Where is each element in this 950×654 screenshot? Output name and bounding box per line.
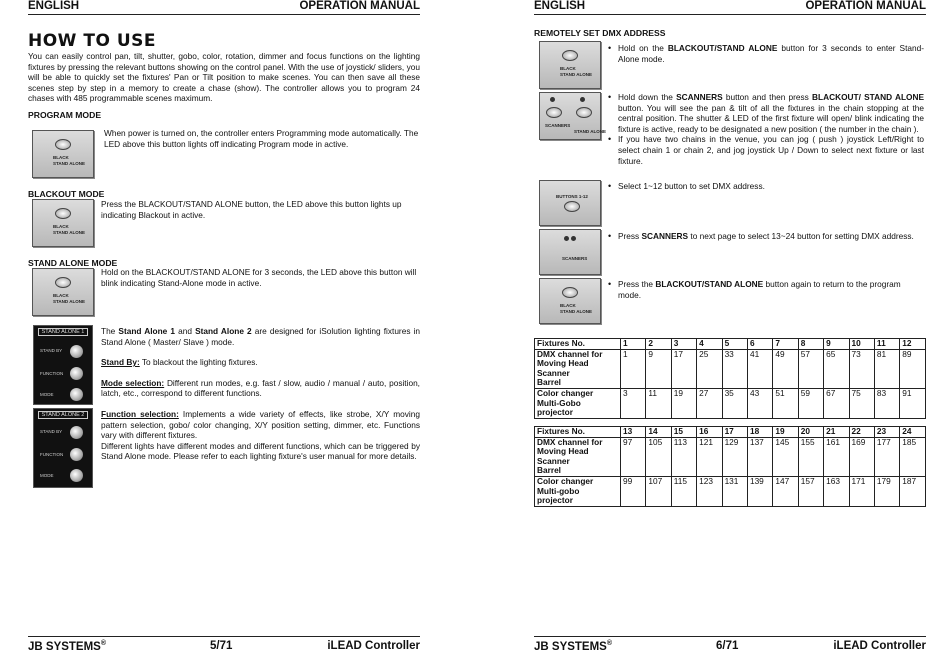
panel-button-icon: [70, 469, 83, 482]
button-label: STAND ALONE: [53, 299, 85, 304]
table-cell: 105: [646, 437, 671, 476]
panel-button-icon: [70, 426, 83, 439]
table-cell: 9: [824, 339, 849, 350]
program-mode-text: When power is turned on, the controller enters Programming mode automatically. The LED above this button lights off indicating Program mode in active.: [104, 128, 419, 149]
table-cell: 113: [671, 437, 696, 476]
led-icon: [571, 236, 576, 241]
table-cell: 187: [900, 476, 925, 506]
table-cell: 10: [849, 339, 874, 350]
button-cap-icon: [55, 208, 71, 219]
page-title: HOW TO USE: [28, 31, 156, 51]
button-label: BLACK: [53, 155, 69, 160]
table-row-label: Color changer Multi-Gobo projector: [535, 388, 621, 418]
left-page: [28, 0, 420, 654]
table-cell: 67: [824, 388, 849, 418]
table-cell: 33: [722, 349, 747, 388]
header-manual-title: OPERATION MANUAL: [299, 0, 420, 12]
table-cell: 27: [697, 388, 722, 418]
header-language: ENGLISH: [28, 0, 80, 12]
table-cell: 23: [874, 427, 899, 438]
button-cap-icon: [55, 277, 71, 288]
step-scanners-blackout: • Hold down the SCANNERS button and then press BLACKOUT/ STAND ALONE button. You will see the pan & tilt of all the fixtures in the chain stopping at the central position. The shutter & LED of the first fixture will open/ blink indicating the fixture is active, ready to be designated a new position ( the number in the chain ).: [608, 92, 924, 134]
panel-label-function: FUNCTION: [40, 452, 64, 457]
intro-paragraph: You can easily control pan, tilt, shutter, gobo, color, rotation, dimmer and focus functions on the lighting fixtures by pressing the relevant buttons showing on the control panel. With the use of joystick/ sliders, you will be able to quickly set the fixtures' Pan or Tilt position to make scenes. You can then save all these scenes step by step in a memory to create a chase (show). The controller allows you to program 24 chases with 485 programmable scenes maximum.: [28, 51, 420, 104]
footer-product: iLEAD Controller: [833, 640, 926, 652]
scanners-button-image: [539, 229, 601, 275]
table-cell: 16: [697, 427, 722, 438]
table-cell: 137: [747, 437, 772, 476]
table-cell: 147: [773, 476, 798, 506]
panel-label-function: FUNCTION: [40, 371, 64, 376]
table-cell: 73: [849, 349, 874, 388]
table-cell: 123: [697, 476, 722, 506]
table-cell: 75: [849, 388, 874, 418]
panel-button-icon: [70, 345, 83, 358]
table-cell: 177: [874, 437, 899, 476]
table-cell: 11: [874, 339, 899, 350]
program-mode-heading: PROGRAM MODE: [28, 110, 102, 120]
table-cell: 8: [798, 339, 823, 350]
table-cell: 65: [824, 349, 849, 388]
table-cell: 41: [747, 349, 772, 388]
panel-label-standby: STAND BY: [40, 429, 63, 434]
button-label: STAND ALONE: [53, 161, 85, 166]
table-cell: 1: [621, 339, 646, 350]
table-cell: 91: [900, 388, 925, 418]
footer-page-number: 5/71: [210, 640, 233, 652]
table-header-cell: Fixtures No.: [535, 427, 621, 438]
step-select-1-12: • Select 1~12 button to set DMX address.: [608, 181, 924, 192]
blackout-button-image: [32, 199, 94, 247]
panel-button-icon: [70, 448, 83, 461]
table-cell: 121: [697, 437, 722, 476]
footer-brand: JB SYSTEMS®: [534, 640, 613, 653]
page-header: [534, 0, 926, 15]
table-cell: 163: [824, 476, 849, 506]
button-label: BLACK: [53, 224, 69, 229]
right-page: [534, 0, 926, 654]
table-cell: 185: [900, 437, 925, 476]
step-press-scanners: • Press SCANNERS to next page to select 13~24 button for setting DMX address.: [608, 231, 924, 242]
panel-label-mode: MODE: [40, 473, 54, 478]
panel-button-icon: [70, 367, 83, 380]
stand-alone-mode-heading: STAND ALONE MODE: [28, 258, 118, 268]
table-cell: 14: [646, 427, 671, 438]
dmx-table-1-12: [534, 338, 926, 419]
button-label: STAND ALONE: [560, 309, 592, 314]
step-enter-stand-alone: • Hold on the BLACKOUT/STAND ALONE button for 3 seconds to enter Stand-Alone mode.: [608, 43, 924, 64]
remote-dmx-steps-d: [608, 231, 924, 242]
table-cell: 3: [621, 388, 646, 418]
button-cap-icon: [55, 139, 71, 150]
table-cell: 5: [722, 339, 747, 350]
table-row: [535, 388, 926, 418]
table-cell: 3: [671, 339, 696, 350]
table-row: [535, 437, 926, 476]
panel-title: STAND ALONE 2: [38, 411, 88, 419]
table-cell: 22: [849, 427, 874, 438]
panel-button-icon: [70, 388, 83, 401]
footer-page-number: 6/71: [716, 640, 739, 652]
header-manual-title: OPERATION MANUAL: [805, 0, 926, 12]
step-return-program: • Press the BLACKOUT/STAND ALONE button again to return to the program mode.: [608, 279, 924, 300]
table-row: [535, 349, 926, 388]
panel-title: STAND ALONE 1: [38, 328, 88, 336]
table-cell: 15: [671, 427, 696, 438]
table-cell: 6: [747, 339, 772, 350]
table-cell: 49: [773, 349, 798, 388]
panel-label-mode: MODE: [40, 392, 54, 397]
table-cell: 171: [849, 476, 874, 506]
table-cell: 19: [671, 388, 696, 418]
page-footer: [28, 636, 420, 654]
buttons-1-12-image: [539, 180, 601, 226]
table-row-label: DMX channel for Moving Head Scanner Barrel: [535, 437, 621, 476]
panel-label-standby: STAND BY: [40, 348, 63, 353]
table-cell: 139: [747, 476, 772, 506]
button-label: SCANNERS: [562, 256, 588, 261]
remote-dmx-steps-b: [608, 92, 924, 166]
scanners-blackout-image: [539, 92, 606, 140]
footer-brand: JB SYSTEMS®: [28, 640, 107, 653]
table-row-label: DMX channel for Moving Head Scanner Barrel: [535, 349, 621, 388]
stand-alone-description: [101, 326, 420, 462]
stand-alone-1-panel: [33, 325, 93, 405]
blackout-button-image: [32, 130, 94, 178]
remote-dmx-steps-c: [608, 181, 924, 192]
table-cell: 1: [621, 349, 646, 388]
table-cell: 179: [874, 476, 899, 506]
button-label: BUTTONS 1-12: [556, 194, 588, 199]
button-label: STAND ALONE: [53, 230, 85, 235]
table-cell: 7: [773, 339, 798, 350]
table-cell: 13: [621, 427, 646, 438]
button-cap-icon: [546, 107, 562, 118]
table-cell: 57: [798, 349, 823, 388]
table-cell: 157: [798, 476, 823, 506]
blackout-button-image: [32, 268, 94, 316]
button-label: BLACK: [560, 303, 576, 308]
table-header-cell: Fixtures No.: [535, 339, 621, 350]
header-language: ENGLISH: [534, 0, 586, 12]
blackout-button-image: [539, 278, 601, 324]
button-label: STAND ALONE: [560, 72, 592, 77]
table-cell: 35: [722, 388, 747, 418]
page-header: [28, 0, 420, 15]
led-icon: [564, 236, 569, 241]
function-selection-note: Different lights have different modes and different functions, which can be triggered by Stand Alone mode. Please refer to each lighting fixture's user manual for more details.: [101, 440, 420, 462]
button-cap-icon: [562, 287, 578, 298]
button-cap-icon: [576, 107, 592, 118]
button-label: BLACK: [560, 66, 576, 71]
table-cell: 131: [722, 476, 747, 506]
table-row: [535, 339, 926, 350]
table-cell: 97: [621, 437, 646, 476]
table-cell: 12: [900, 339, 925, 350]
table-cell: 99: [621, 476, 646, 506]
standby-description: Stand By: To blackout the lighting fixtures.: [101, 357, 258, 368]
table-row: [535, 427, 926, 438]
table-cell: 59: [798, 388, 823, 418]
table-cell: 43: [747, 388, 772, 418]
table-cell: 19: [773, 427, 798, 438]
table-cell: 115: [671, 476, 696, 506]
table-cell: 17: [722, 427, 747, 438]
button-cap-icon: [562, 50, 578, 61]
table-cell: 9: [646, 349, 671, 388]
table-cell: 4: [697, 339, 722, 350]
button-cap-icon: [564, 201, 580, 212]
button-label: SCANNERS: [545, 123, 571, 128]
table-cell: 20: [798, 427, 823, 438]
table-cell: 25: [697, 349, 722, 388]
function-selection-description: Function selection: Implements a wide variety of effects, like strobe, X/Y moving pattern selection, gobo/ color changing, X/Y position setting, dimmer, etc. Functions vary with different fixtures.: [101, 408, 420, 441]
remote-dmx-heading: REMOTELY SET DMX ADDRESS: [534, 28, 666, 38]
table-cell: 11: [646, 388, 671, 418]
dmx-table-13-24: [534, 426, 926, 507]
table-cell: 17: [671, 349, 696, 388]
table-cell: 81: [874, 349, 899, 388]
stand-alone-intro: The Stand Alone 1 and Stand Alone 2 are designed for iSolution lighting fixtures in Stand Alone ( Master/ Slave ) mode.: [101, 326, 421, 347]
page-footer: [534, 636, 926, 654]
table-cell: 169: [849, 437, 874, 476]
table-cell: 24: [900, 427, 925, 438]
remote-dmx-steps-a: [608, 43, 924, 64]
table-cell: 89: [900, 349, 925, 388]
blackout-button-image: [539, 41, 601, 89]
led-icon: [580, 97, 585, 102]
mode-selection-description: Mode selection: Different run modes, e.g. fast / slow, audio / manual / auto, position, latch, etc., correspond to different functions.: [101, 377, 420, 399]
table-row-label: Color changer Multi-gobo projector: [535, 476, 621, 506]
remote-dmx-steps-e: [608, 279, 924, 300]
table-cell: 51: [773, 388, 798, 418]
table-cell: 21: [824, 427, 849, 438]
table-cell: 155: [798, 437, 823, 476]
stand-alone-2-panel: [33, 408, 93, 488]
blackout-mode-text: Press the BLACKOUT/STAND ALONE button, the LED above this button lights up indicating Blackout in active.: [101, 199, 402, 220]
stand-alone-mode-text: Hold on the BLACKOUT/STAND ALONE for 3 seconds, the LED above this button will blink indicating Stand-Alone mode in active.: [101, 267, 417, 288]
button-label: STAND ALONE: [574, 129, 606, 134]
table-cell: 83: [874, 388, 899, 418]
table-cell: 161: [824, 437, 849, 476]
button-label: BLACK: [53, 293, 69, 298]
table-cell: 2: [646, 339, 671, 350]
led-icon: [550, 97, 555, 102]
table-cell: 145: [773, 437, 798, 476]
table-cell: 107: [646, 476, 671, 506]
footer-product: iLEAD Controller: [327, 640, 420, 652]
step-select-chain: • If you have two chains in the venue, you can jog ( push ) joystick Left/Right to select chain 1 or chain 2, and jog joystick Up / Down to select next fixture or last fixture.: [608, 134, 924, 166]
table-cell: 18: [747, 427, 772, 438]
table-row: [535, 476, 926, 506]
table-cell: 129: [722, 437, 747, 476]
blackout-mode-heading: BLACKOUT MODE: [28, 189, 105, 199]
